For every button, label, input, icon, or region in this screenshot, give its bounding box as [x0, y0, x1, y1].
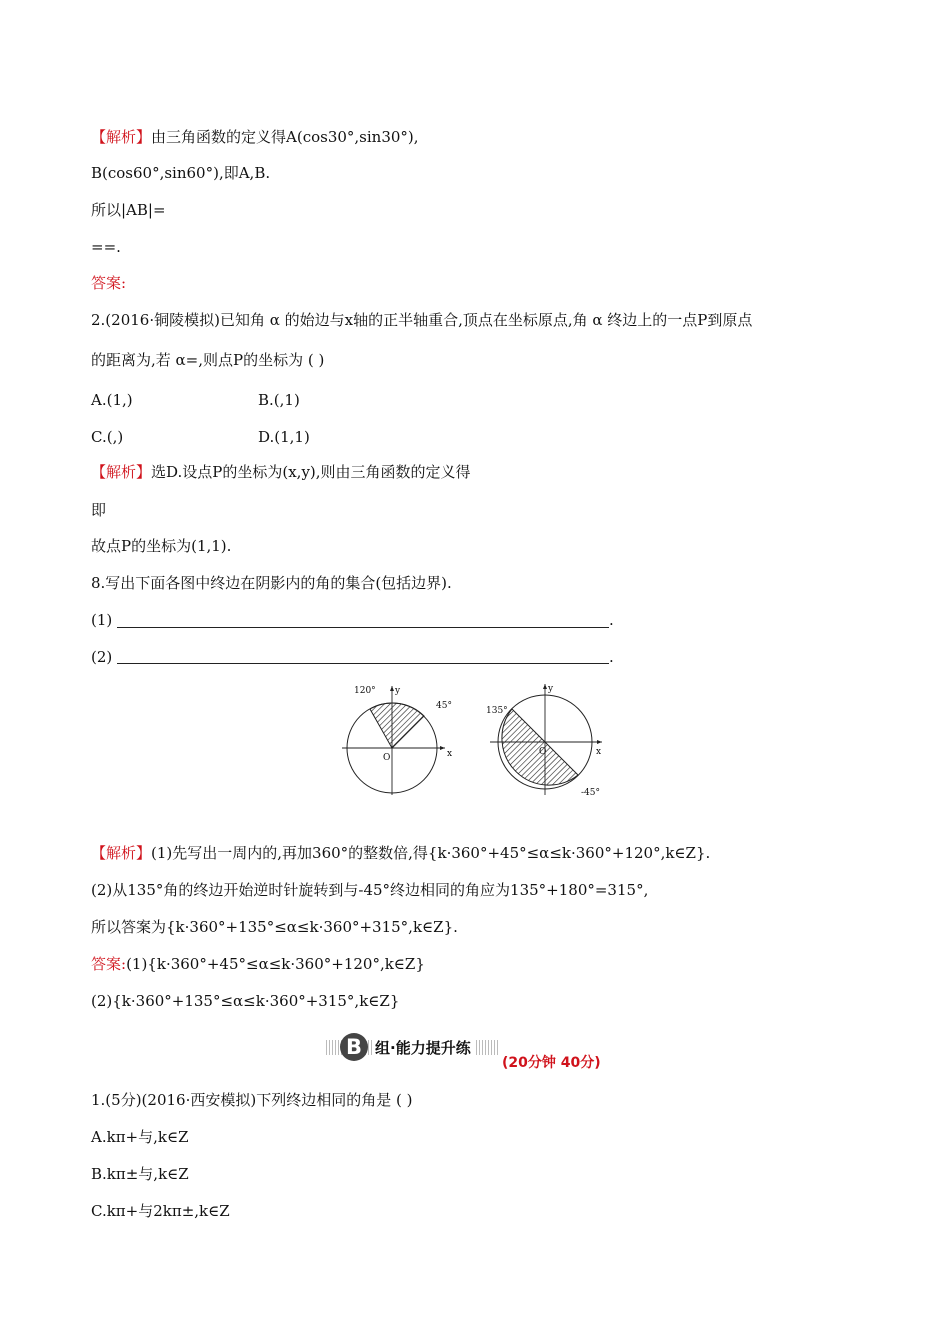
option-c: C.kπ+与2kπ±,k∈Z [91, 1202, 230, 1220]
answer-label: 答案: [91, 955, 127, 973]
answer-8 [91, 954, 425, 974]
option-c: C.(,) [91, 428, 124, 446]
fig1-label-y: y [395, 686, 401, 696]
text-line: 所以|AB|= [91, 201, 166, 219]
option-b: B.kπ±与,k∈Z [91, 1165, 189, 1183]
analysis-2 [91, 462, 471, 482]
blank-end-2: . [609, 648, 614, 666]
blank-end-1: . [609, 611, 614, 629]
text-line: B(cos60°,sin60°),即A,B. [91, 164, 271, 182]
text-line: ==. [91, 238, 121, 256]
section-title: 组·能力提升练 [372, 1037, 474, 1058]
analysis-tag: 【解析】 [91, 128, 152, 146]
blank-label-1: (1) [91, 611, 113, 629]
fig2-label-135: 135° [486, 706, 508, 716]
text-line: 所以答案为{k·360°+135°≤α≤k·360°+315°,k∈Z}. [91, 918, 458, 936]
answer-text: (1){k·360°+45°≤α≤k·360°+120°,k∈Z} [126, 955, 425, 973]
fig1-label-45: 45° [436, 701, 452, 711]
fig2-label-o: O [539, 747, 547, 757]
text-line: 故点P的坐标为(1,1). [91, 537, 232, 555]
analysis-text: (1)先写出一周内的,再加360°的整数倍,得{k·360°+45°≤α≤k·360°+120°,k∈Z}. [151, 844, 711, 862]
question-b1: 1.(5分)(2016·西安模拟)下列终边相同的角是 ( ) [91, 1091, 413, 1109]
fill-blank-1 [117, 627, 609, 628]
fig1-label-x: x [447, 749, 453, 759]
figure-2 [486, 684, 602, 798]
option-d: D.(1,1) [258, 428, 310, 446]
fig1-label-o: O [383, 753, 391, 763]
option-b: B.(,1) [258, 391, 300, 409]
blank-label-2: (2) [91, 648, 113, 666]
text-line: (2){k·360°+135°≤α≤k·360°+315°,k∈Z} [91, 992, 400, 1010]
answer-label: 答案: [91, 274, 127, 292]
analysis-tag: 【解析】 [91, 463, 152, 481]
analysis-tag: 【解析】 [91, 844, 152, 862]
angle-figures [340, 680, 630, 800]
option-a: A.(1,) [91, 391, 133, 409]
text-line: 即 [91, 501, 107, 519]
section-letter-badge: B [340, 1033, 368, 1061]
analysis-1 [91, 127, 419, 147]
fig2-label-m45: -45° [581, 788, 600, 798]
fig2-label-y: y [548, 684, 554, 694]
figure-1 [342, 686, 452, 795]
fig2-label-x: x [596, 747, 602, 757]
question-2: 2.(2016·铜陵模拟)已知角 α 的始边与x轴的正半轴重合,顶点在坐标原点,角 α 终边上的一点P到原点 [91, 311, 753, 329]
text-line: (2)从135°角的终边开始逆时针旋转到与-45°终边相同的角应为135°+180°=315°, [91, 881, 649, 899]
section-time: (20分钟 40分) [502, 1055, 601, 1071]
fig1-label-120: 120° [354, 686, 376, 696]
fill-blank-2 [117, 663, 609, 664]
question-8: 8.写出下面各图中终边在阴影内的角的集合(包括边界). [91, 574, 452, 592]
question-2-cont: 的距离为,若 α=,则点P的坐标为 ( ) [91, 351, 325, 369]
option-a: A.kπ+与,k∈Z [91, 1128, 189, 1146]
analysis-8 [91, 843, 710, 863]
analysis-text: 选D.设点P的坐标为(x,y),则由三角函数的定义得 [151, 463, 471, 481]
analysis-text: 由三角函数的定义得A(cos30°,sin30°), [151, 128, 419, 146]
